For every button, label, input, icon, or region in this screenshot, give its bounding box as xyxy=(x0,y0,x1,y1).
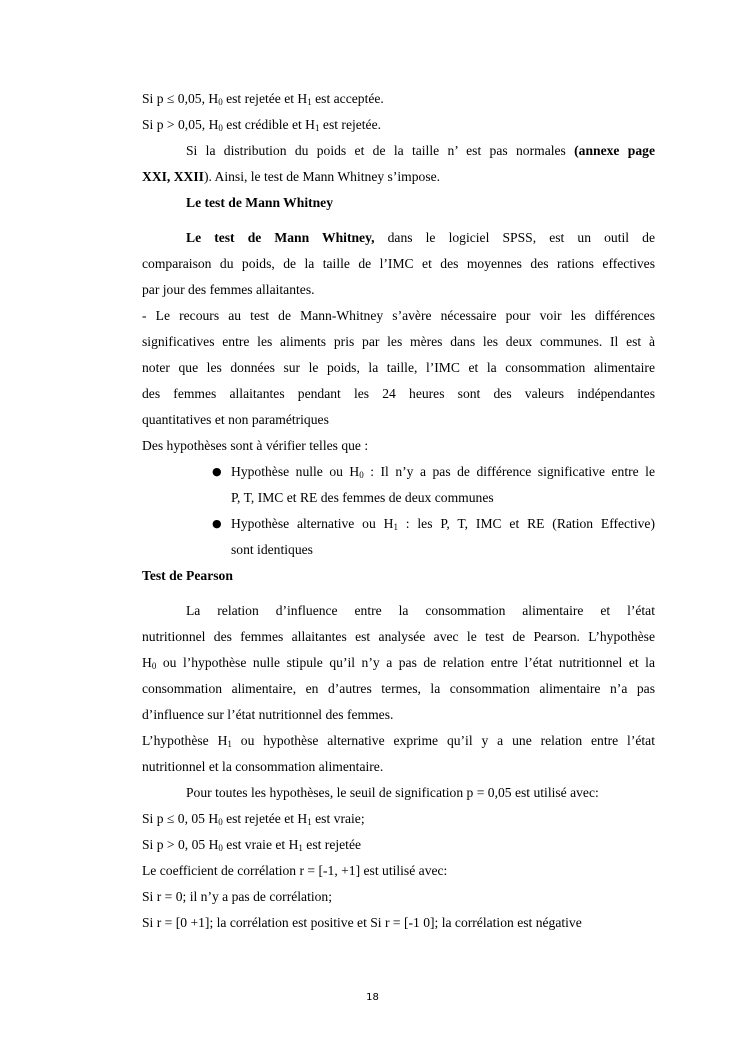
paragraph-line xyxy=(142,832,655,858)
text-run: est rejetée xyxy=(302,837,362,852)
paragraph-line: - Le recours au test de Mann-Whitney s’avère nécessaire pour voir les différences xyxy=(142,308,655,323)
hypothesis-line xyxy=(142,112,655,138)
bullet-item-null-hypothesis xyxy=(142,459,655,485)
page-number: 18 xyxy=(366,992,379,1003)
section-heading-mann-whitney xyxy=(142,190,655,216)
subscript: 1 xyxy=(315,123,320,133)
annex-reference: (annexe page xyxy=(574,143,655,158)
text-run: Si la distribution du poids et de la taille n’ est pas normales xyxy=(186,143,575,158)
subscript: 0 xyxy=(151,661,157,671)
text-run: L’hypothèse H xyxy=(142,733,228,748)
bullet-icon: ● xyxy=(212,465,222,478)
paragraph-line: Pour toutes les hypothèses, le seuil de signification p = 0,05 est utilisé avec: xyxy=(186,785,599,800)
bullet-item-alternative-hypothesis xyxy=(142,511,655,537)
text-run: ou hypothèse alternative exprime qu’il y a une relation entre l’état xyxy=(231,733,655,748)
paragraph-line xyxy=(142,164,655,190)
text-run: : les P, T, IMC et RE (Ration Effective) xyxy=(397,516,655,531)
subscript: 1 xyxy=(298,843,303,853)
paragraph-line: Si r = [0 +1]; la corrélation est positive et Si r = [-1 0]; la corrélation est négative xyxy=(142,915,582,930)
subscript: 0 xyxy=(218,843,223,853)
subscript: 0 xyxy=(218,97,223,107)
paragraph-line: d’influence sur l’état nutritionnel des femmes. xyxy=(142,707,394,722)
paragraph-line: significatives entre les aliments pris par les mères dans les deux communes. Il est à xyxy=(142,334,655,349)
paragraph-line xyxy=(142,225,655,251)
text-run: ou l’hypothèse nulle stipule qu’il n’y a pas de relation entre l’état nutritionnel et la xyxy=(156,655,655,670)
text-run: : Il n’y a pas de différence significative entre le xyxy=(363,464,655,479)
paragraph-line: La relation d’influence entre la consommation alimentaire et l’état xyxy=(186,603,655,618)
bullet-continuation: P, T, IMC et RE des femmes de deux communes xyxy=(231,490,494,505)
text-run: Si p > 0, 05 H xyxy=(142,837,219,852)
paragraph-line xyxy=(142,728,655,754)
text-run: H xyxy=(142,655,152,670)
paragraph-line: par jour des femmes allaitantes. xyxy=(142,282,315,297)
text-run: Si p > 0,05, H xyxy=(142,117,219,132)
text-run: Hypothèse nulle ou H xyxy=(231,464,360,479)
spacer xyxy=(142,589,655,598)
subscript: 0 xyxy=(218,817,223,827)
annex-reference: XXI, XXII xyxy=(142,169,204,184)
text-run: est acceptée. xyxy=(311,91,384,106)
body-text xyxy=(142,86,655,936)
paragraph-line: Le coefficient de corrélation r = [-1, +1] est utilisé avec: xyxy=(142,863,448,878)
paragraph-line xyxy=(142,138,655,164)
text-run: Si p ≤ 0,05, H xyxy=(142,91,219,106)
paragraph-line: Des hypothèses sont à vérifier telles que : xyxy=(142,438,369,453)
text-run: est crédible et H xyxy=(222,117,316,132)
subscript: 1 xyxy=(307,97,312,107)
paragraph-line: comparaison du poids, de la taille de l’IMC et des moyennes des rations effectives xyxy=(142,256,655,271)
heading-text: Le test de Mann Whitney xyxy=(186,195,334,210)
paragraph-line: consommation alimentaire, en d’autres termes, la consommation alimentaire n’a pas xyxy=(142,681,655,696)
bullet-icon: ● xyxy=(212,517,222,530)
text-run: est rejetée et H xyxy=(222,91,308,106)
bold-term: Le test de Mann Whitney, xyxy=(186,230,375,245)
paragraph-line xyxy=(142,650,655,676)
subscript: 0 xyxy=(218,123,223,133)
text-run: est rejetée et H xyxy=(222,811,308,826)
spacer xyxy=(142,216,655,225)
subscript: 1 xyxy=(393,522,398,532)
text-run: est vraie et H xyxy=(222,837,299,852)
subscript: 0 xyxy=(359,470,364,480)
paragraph-line: des femmes allaitantes pendant les 24 heures sont des valeurs indépendantes xyxy=(142,386,655,401)
text-run: Si p ≤ 0, 05 H xyxy=(142,811,219,826)
section-heading-pearson xyxy=(142,563,655,589)
paragraph-line: Si r = 0; il n’y a pas de corrélation; xyxy=(142,889,333,904)
text-run: est rejetée. xyxy=(319,117,382,132)
text-run: dans le logiciel SPSS, est un outil de xyxy=(374,230,655,245)
text-run: est vraie; xyxy=(311,811,365,826)
paragraph-line: noter que les données sur le poids, la taille, l’IMC et la consommation alimentaire xyxy=(142,360,655,375)
subscript: 1 xyxy=(307,817,312,827)
paragraph-line xyxy=(142,806,655,832)
text-run: ). Ainsi, le test de Mann Whitney s’impose. xyxy=(203,169,441,184)
heading-text: Test de Pearson xyxy=(142,568,233,583)
paragraph-line: nutritionnel des femmes allaitantes est analysée avec le test de Pearson. L’hypothèse xyxy=(142,629,655,644)
bullet-continuation: sont identiques xyxy=(231,542,313,557)
paragraph-line: quantitatives et non paramétriques xyxy=(142,412,329,427)
paragraph-line: nutritionnel et la consommation alimentaire. xyxy=(142,759,384,774)
text-run: Hypothèse alternative ou H xyxy=(231,516,394,531)
hypothesis-line xyxy=(142,86,655,112)
subscript: 1 xyxy=(227,739,232,749)
